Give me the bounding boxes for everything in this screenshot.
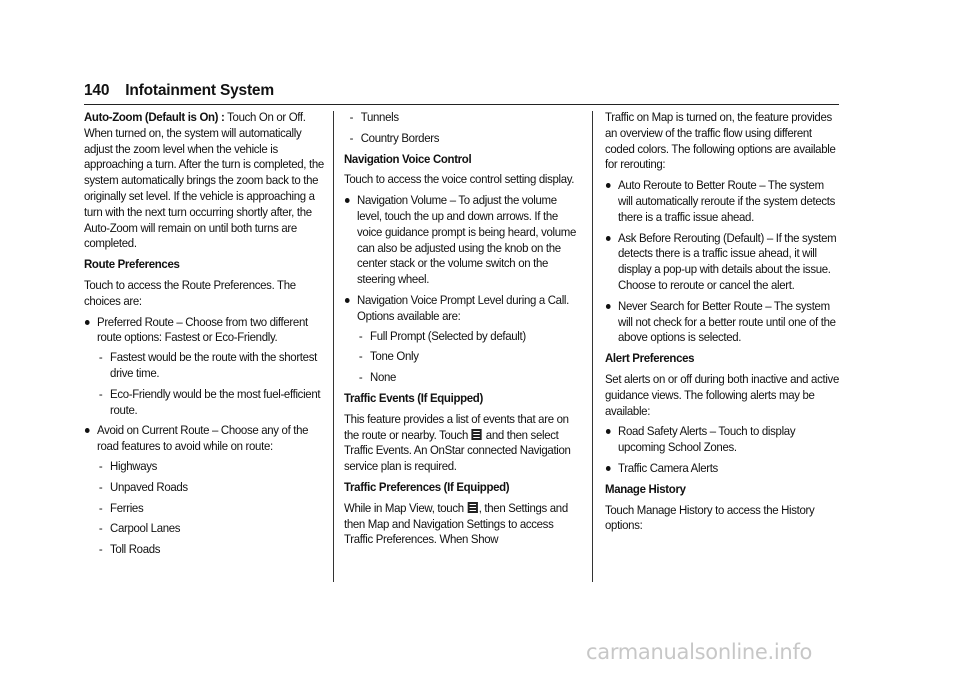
dash-marker: - (358, 328, 363, 343)
reroute-option: Ask Before Rerouting (Default) – If the system detects there is a traffic issue ahead, it will display a pop-up with details about the issue. Choose to reroute or cancel the alert. (618, 230, 837, 292)
prefs-text-a: While in Map View, touch (344, 500, 467, 515)
list-item (97, 350, 328, 382)
bullet-icon (606, 429, 611, 434)
prompt-options-list (357, 329, 581, 386)
bullet-icon (606, 466, 611, 471)
list-item (97, 387, 328, 419)
dash-marker: - (98, 386, 103, 401)
prompt-option: Full Prompt (Selected by default) (370, 328, 526, 343)
list-item (97, 480, 328, 496)
autozoom-lead: Auto-Zoom (Default is On) : (84, 110, 225, 124)
bullet-icon (345, 298, 350, 303)
dash-marker: - (98, 500, 103, 515)
alert-item: Traffic Camera Alerts (618, 460, 718, 475)
avoid-item: Toll Roads (110, 542, 161, 557)
voice-prompt-text: Navigation Voice Prompt Level during a Call. Options available are: (357, 292, 570, 323)
dash-marker: - (98, 458, 103, 473)
dash-marker: - (98, 350, 103, 365)
route-preferences-heading: Route Preferences (84, 257, 180, 272)
bullet-icon (85, 428, 90, 433)
dash-marker: - (358, 370, 363, 385)
route-preferences-intro: Touch to access the Route Preferences. The choices are: (84, 277, 296, 308)
alert-preferences-intro: Set alerts on or off during both inactive and active guidance views. The following alerts may be available: (605, 371, 839, 418)
dash-marker: - (349, 130, 354, 145)
list-item (605, 299, 839, 346)
list-item (84, 423, 328, 558)
prompt-option: None (370, 370, 397, 385)
voice-control-heading: Navigation Voice Control (344, 151, 472, 166)
avoid-item: Unpaved Roads (110, 479, 188, 494)
column-divider-1 (333, 111, 334, 582)
voice-options-list (344, 193, 581, 386)
alert-item: Road Safety Alerts – Touch to display upcoming School Zones. (618, 424, 796, 455)
bullet-icon (85, 320, 90, 325)
list-item (97, 501, 328, 517)
list-item (97, 459, 328, 475)
menu-icon (472, 429, 482, 440)
list-item (344, 193, 581, 288)
header-rule (84, 104, 839, 105)
route-options-list (84, 315, 328, 558)
avoid-item: Ferries (110, 500, 144, 515)
preferred-route-sublist (97, 350, 328, 418)
list-item (344, 293, 581, 386)
avoid-items-list (97, 459, 328, 558)
avoid-item: Highways (110, 458, 158, 473)
bullet-icon (606, 304, 611, 309)
eco-text: Eco-Friendly would be the most fuel-efficient route. (110, 386, 321, 417)
dash-marker: - (349, 110, 354, 124)
column-divider-2 (592, 111, 593, 582)
list-item (605, 461, 839, 477)
dash-marker: - (98, 542, 103, 557)
manage-history-text: Touch Manage History to access the History options: (605, 502, 815, 533)
column-2 (344, 110, 581, 553)
list-item (357, 349, 581, 365)
column-1 (84, 110, 328, 563)
avoid-item: Country Borders (360, 130, 440, 145)
dash-marker: - (98, 521, 103, 536)
list-item (605, 231, 839, 294)
column-3 (605, 110, 839, 539)
reroute-option: Auto Reroute to Better Route – The system will automatically reroute if the system detects there is a traffic issue ahead. (618, 178, 836, 224)
bullet-icon (345, 198, 350, 203)
autozoom-paragraph (84, 110, 328, 252)
bullet-icon (606, 183, 611, 188)
events-text-b: and then select Traffic Events. An OnStar connected Navigation service plan is required. (344, 427, 571, 474)
traffic-events-heading: Traffic Events (If Equipped) (344, 390, 483, 405)
traffic-preferences-heading: Traffic Preferences (If Equipped) (344, 479, 510, 494)
list-item (97, 542, 328, 558)
dash-marker: - (358, 349, 363, 364)
reroute-options-list (605, 178, 839, 346)
page-number: 140 (84, 82, 110, 99)
voice-control-intro: Touch to access the voice control setting display. (344, 172, 575, 187)
list-item (84, 315, 328, 419)
traffic-preferences-text (344, 501, 581, 548)
menu-icon (468, 502, 478, 513)
alert-preferences-heading: Alert Preferences (605, 351, 695, 366)
nav-volume-text: Navigation Volume – To adjust the volume level, touch the up and down arrows. If the voice guidance prompt is being heard, volume can also be adjusted using the knob on the center stack or the volume switch on the steering wheel. (357, 193, 577, 287)
manage-history-heading: Manage History (605, 481, 686, 496)
traffic-map-text: Traffic on Map is turned on, the feature provides an overview of the traffic flow using different coded colors. The following options are available for rerouting: (605, 110, 836, 172)
list-item (348, 131, 581, 147)
preferred-route-text: Preferred Route – Choose from two different route options: Fastest or Eco-Friendly. (97, 314, 308, 345)
list-item (357, 329, 581, 345)
traffic-events-text (344, 412, 581, 475)
avoid-item: Carpool Lanes (110, 521, 181, 536)
dash-marker: - (98, 479, 103, 494)
alert-items-list (605, 424, 839, 476)
reroute-option: Never Search for Better Route – The system will not check for a better route until one of the above options is selected. (618, 298, 836, 345)
fastest-text: Fastest would be the route with the shortest drive time. (110, 350, 317, 380)
autozoom-text: Touch On or Off. When turned on, the system will automatically adjust the zoom level when the vehicle is approaching a turn. After the turn is completed, the system automatically brings the zoom back to the originally set level. If the vehicle is approaching a turn with the next turn occurring shortly after, the Auto-Zoom will remain on until both turns are completed. (84, 110, 324, 251)
section-title: Infotainment System (125, 82, 274, 99)
page-header (84, 82, 274, 100)
list-item (97, 521, 328, 537)
list-item (605, 424, 839, 456)
events-text-a: This feature provides a list of events that are on the route or nearby. Touch (344, 411, 569, 442)
bullet-icon (606, 236, 611, 241)
list-item (348, 110, 581, 126)
avoid-item: Tunnels (360, 110, 399, 124)
list-item (357, 370, 581, 386)
avoid-items-continued (348, 110, 581, 147)
avoid-route-text: Avoid on Current Route – Choose any of the road features to avoid while on route: (97, 423, 309, 454)
watermark: carmanualsonline.info (586, 640, 813, 664)
prefs-text-b: , then Settings and then Map and Navigation Settings to access Traffic Preferences. When Show (344, 500, 568, 547)
list-item (605, 178, 839, 225)
prompt-option: Tone Only (370, 349, 419, 364)
